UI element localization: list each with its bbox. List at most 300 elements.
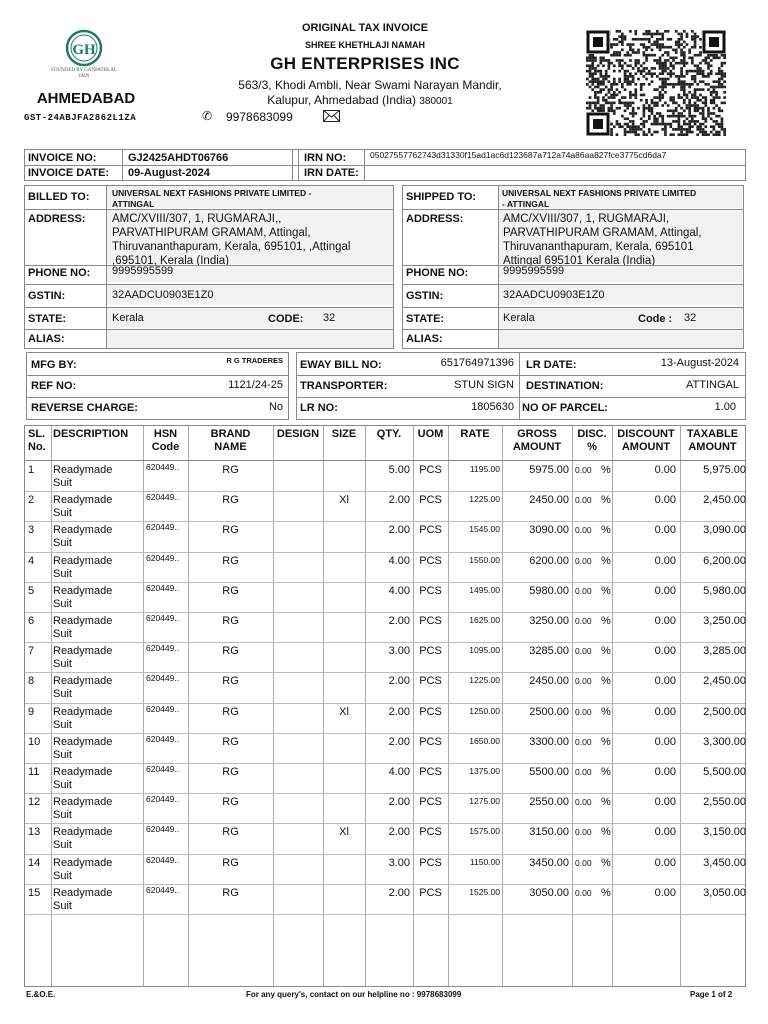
- table-row: [25, 703, 745, 733]
- th-sl-line1: SL.: [28, 428, 46, 440]
- city-name: AHMEDABAD: [36, 90, 136, 107]
- ref-label: REF NO:: [31, 380, 77, 392]
- document-title: ORIGINAL TAX INVOICE: [301, 22, 429, 34]
- th-disc-line2: %: [587, 441, 597, 453]
- row-gross: 6200.00: [529, 554, 569, 567]
- row-description-line2: Suit: [53, 718, 72, 731]
- row-description-line2: Suit: [53, 839, 72, 852]
- lr-no-value: 1805630: [471, 401, 514, 413]
- row-uom: PCS: [419, 705, 442, 718]
- row-sl: 14: [28, 856, 41, 869]
- footer-eoe: E.&O.E.: [26, 990, 56, 999]
- row-discount-amount: 0.00: [654, 494, 676, 507]
- company-city-line: Kalupur, Ahmedabad (India): [267, 93, 417, 107]
- row-hsn: 620449..: [146, 522, 180, 533]
- row-taxable: 2,500.00: [703, 705, 746, 718]
- row-gross: 5975.00: [529, 464, 569, 476]
- row-description: Readymade: [53, 735, 113, 748]
- row-hsn: 620449..: [146, 703, 180, 714]
- row-uom: PCS: [419, 645, 442, 658]
- row-disc: 0.00: [575, 495, 592, 506]
- row-taxable: 2,550.00: [703, 796, 746, 809]
- row-uom: PCS: [419, 886, 442, 899]
- row-gross: 3285.00: [529, 645, 569, 658]
- row-hsn: 620449..: [146, 824, 180, 835]
- row-brand: RG: [222, 675, 239, 688]
- table-row: [25, 612, 745, 642]
- th-taxable-line2: AMOUNT: [688, 441, 737, 453]
- row-disc-pct: %: [601, 464, 611, 476]
- shipped-alias-label: ALIAS:: [406, 333, 443, 345]
- row-uom: PCS: [419, 735, 442, 748]
- row-hsn: 620449..: [146, 613, 180, 623]
- row-sl: 13: [28, 826, 41, 839]
- row-description: Readymade: [53, 675, 113, 688]
- th-design: DESIGN: [276, 428, 320, 440]
- row-qty: 2.00: [388, 886, 410, 899]
- row-description: Readymade: [53, 766, 113, 778]
- row-discount-amount: 0.00: [654, 705, 676, 718]
- row-rate: 1550.00: [469, 554, 500, 565]
- row-rate: 1625.00: [469, 615, 500, 625]
- row-uom: PCS: [419, 584, 442, 597]
- company-pincode: 380001: [419, 96, 453, 107]
- row-description: Readymade: [53, 584, 113, 597]
- row-size: Xl: [339, 705, 349, 718]
- row-description-line2: Suit: [53, 748, 72, 761]
- row-gross: 3300.00: [529, 735, 569, 748]
- billed-code-label: CODE:: [268, 313, 304, 325]
- th-brand-line1: BRAND: [210, 428, 251, 440]
- row-qty: 4.00: [388, 554, 410, 567]
- row-description: Readymade: [53, 464, 113, 476]
- row-taxable: 2,450.00: [703, 494, 746, 507]
- row-brand: RG: [222, 705, 239, 718]
- row-gross: 5500.00: [529, 766, 569, 778]
- row-qty: 4.00: [388, 584, 410, 597]
- row-sl: 2: [28, 494, 35, 507]
- row-description: Readymade: [53, 645, 113, 658]
- irn-no-label: IRN NO:: [304, 152, 347, 164]
- row-uom: PCS: [419, 796, 442, 809]
- th-discount-amount-line2: AMOUNT: [621, 441, 671, 453]
- qr-code-icon: [586, 30, 726, 136]
- row-taxable: 5,975.00: [703, 464, 746, 476]
- row-hsn: 620449..: [146, 764, 180, 774]
- th-taxable-line1: TAXABLE: [686, 428, 739, 440]
- table-row: [25, 884, 745, 914]
- eway-label: EWAY BILL NO:: [300, 359, 382, 371]
- row-gross: 5980.00: [529, 584, 569, 597]
- th-hsn-line1: HSN: [153, 428, 178, 440]
- row-disc: 0.00: [575, 827, 592, 838]
- row-gross: 3050.00: [529, 886, 569, 899]
- th-qty: QTY.: [376, 428, 402, 440]
- row-rate: 1275.00: [469, 796, 500, 807]
- row-disc-pct: %: [601, 735, 611, 748]
- row-disc-pct: %: [601, 584, 611, 597]
- irn-no: 05027557762743d31330f15ad1ac6d123687a712a74a86aa827fce3775cd6da7: [370, 150, 667, 160]
- billed-name-line1: UNIVERSAL NEXT FASHIONS PRIVATE LIMITED -: [112, 188, 312, 198]
- row-qty: 2.00: [388, 796, 410, 809]
- table-row: [25, 733, 745, 763]
- row-disc-pct: %: [601, 796, 611, 809]
- row-qty: 5.00: [388, 464, 410, 476]
- row-brand: RG: [222, 856, 239, 869]
- row-rate: 1225.00: [469, 675, 500, 686]
- th-description: DESCRIPTION: [53, 428, 129, 440]
- table-row: [25, 793, 745, 823]
- billed-address-line1: AMC/XVIII/307, 1, RUGMARAJI,,: [112, 213, 282, 225]
- billed-phone: 9995995599: [112, 265, 174, 277]
- billed-gstin: 32AADCU0903E1Z0: [112, 289, 214, 301]
- row-size: Xl: [339, 494, 349, 507]
- row-description-line2: Suit: [53, 597, 72, 610]
- row-gross: 3450.00: [529, 856, 569, 869]
- mfg-label: MFG BY:: [31, 359, 77, 371]
- row-disc-pct: %: [601, 886, 611, 899]
- billed-phone-label: PHONE NO:: [28, 267, 91, 279]
- row-hsn: 620449..: [146, 643, 180, 654]
- row-uom: PCS: [419, 494, 442, 507]
- row-disc-pct: %: [601, 554, 611, 567]
- table-row: [25, 763, 745, 793]
- row-description-line2: Suit: [53, 567, 72, 580]
- row-qty: 4.00: [388, 766, 410, 778]
- row-taxable: 3,250.00: [703, 615, 746, 627]
- row-disc: 0.00: [575, 767, 592, 777]
- row-description: Readymade: [53, 826, 113, 839]
- row-taxable: 3,300.00: [703, 735, 746, 748]
- row-hsn: 620449..: [146, 492, 180, 503]
- row-sl: 12: [28, 796, 41, 809]
- billed-state-label: STATE:: [28, 313, 67, 325]
- row-rate: 1545.00: [469, 524, 500, 535]
- table-row: [25, 552, 745, 582]
- table-row: [25, 672, 745, 702]
- row-taxable: 3,450.00: [703, 856, 746, 869]
- row-disc-pct: %: [601, 524, 611, 537]
- row-discount-amount: 0.00: [654, 856, 676, 869]
- row-discount-amount: 0.00: [654, 645, 676, 658]
- row-uom: PCS: [419, 856, 442, 869]
- billed-to-label: BILLED TO:: [28, 191, 90, 203]
- row-description-line2: Suit: [53, 658, 72, 671]
- row-description: Readymade: [53, 494, 113, 507]
- row-description-line2: Suit: [53, 779, 72, 791]
- table-row: [25, 854, 745, 884]
- shipped-name-line2: - ATTINGAL: [502, 199, 550, 209]
- row-qty: 2.00: [388, 524, 410, 537]
- row-disc: 0.00: [575, 736, 592, 747]
- table-row: [25, 823, 745, 853]
- row-sl: 1: [28, 464, 35, 476]
- row-description-line2: Suit: [53, 899, 72, 912]
- row-hsn: 620449..: [146, 673, 180, 684]
- shipped-address-line2: PARVATHIPURAM GRAMAM, Attingal,: [503, 227, 702, 239]
- table-row: [25, 642, 745, 672]
- row-gross: 2500.00: [529, 705, 569, 718]
- row-disc-pct: %: [601, 826, 611, 839]
- row-gross: 3150.00: [529, 826, 569, 839]
- row-brand: RG: [222, 524, 239, 537]
- blessing-line: SHREE KHETHLAJI NAMAH: [304, 40, 425, 50]
- row-uom: PCS: [419, 826, 442, 839]
- shipped-address-line3: Thiruvananthapuram, Kerala, 695101: [503, 241, 694, 253]
- mfg-value: R G TRADERES: [226, 356, 283, 365]
- row-rate: 1525.00: [469, 886, 500, 897]
- row-description-line2: Suit: [53, 537, 72, 550]
- shipped-state: Kerala: [503, 312, 535, 324]
- row-qty: 2.00: [388, 826, 410, 839]
- row-sl: 11: [28, 766, 40, 778]
- row-description-line2: Suit: [53, 507, 72, 520]
- row-qty: 3.00: [388, 645, 410, 658]
- row-discount-amount: 0.00: [654, 796, 676, 809]
- row-gross: 2550.00: [529, 796, 569, 809]
- th-sl-line2: No.: [28, 441, 46, 453]
- billed-name-line2: ATTINGAL: [112, 199, 155, 209]
- row-discount-amount: 0.00: [654, 735, 676, 748]
- shipped-address-line4: Attingal 695101 Kerala (India): [503, 255, 656, 265]
- row-rate: 1575.00: [469, 826, 500, 837]
- row-description-line2: Suit: [53, 688, 72, 701]
- row-rate: 1150.00: [469, 856, 500, 867]
- row-description: Readymade: [53, 554, 113, 567]
- row-rate: 1095.00: [469, 645, 500, 656]
- parcel-label: NO OF PARCEL:: [522, 402, 608, 414]
- row-discount-amount: 0.00: [654, 554, 676, 567]
- row-disc: 0.00: [575, 646, 592, 657]
- lr-date-value: 13-August-2024: [660, 357, 739, 369]
- row-taxable: 3,090.00: [703, 524, 746, 537]
- row-brand: RG: [222, 615, 239, 627]
- row-uom: PCS: [419, 615, 442, 627]
- row-gross: 3250.00: [529, 615, 569, 627]
- row-qty: 2.00: [388, 705, 410, 718]
- row-disc: 0.00: [575, 676, 592, 687]
- row-discount-amount: 0.00: [654, 826, 676, 839]
- shipped-code: 32: [684, 312, 697, 324]
- table-row: [25, 461, 745, 491]
- row-disc: 0.00: [575, 857, 592, 868]
- shipped-state-label: STATE:: [406, 313, 445, 325]
- row-rate: 1195.00: [469, 464, 500, 474]
- row-brand: RG: [222, 766, 239, 778]
- billed-gstin-label: GSTIN:: [28, 290, 66, 302]
- row-disc: 0.00: [575, 887, 592, 898]
- row-sl: 9: [28, 705, 35, 718]
- billed-address-line4: ,695101, Kerala (India): [112, 255, 229, 265]
- row-gross: 2450.00: [529, 494, 569, 507]
- row-disc: 0.00: [575, 706, 592, 717]
- destination-label: DESTINATION:: [526, 380, 604, 392]
- row-hsn: 620449..: [146, 733, 180, 744]
- row-disc-pct: %: [601, 494, 611, 507]
- row-taxable: 3,050.00: [703, 886, 746, 899]
- shipped-code-label: Code :: [638, 313, 673, 325]
- row-discount-amount: 0.00: [654, 886, 676, 899]
- row-description: Readymade: [53, 856, 113, 869]
- logo-text: GH: [72, 42, 96, 58]
- shipped-name-line1: UNIVERSAL NEXT FASHIONS PRIVATE LIMITED: [502, 188, 697, 198]
- billed-alias-label: ALIAS:: [28, 333, 65, 345]
- transporter-label: TRANSPORTER:: [300, 380, 388, 392]
- shipped-phone: 9995995599: [503, 265, 565, 277]
- row-rate: 1495.00: [469, 584, 500, 595]
- shipped-address-line1: AMC/XVIII/307, 1, RUGMARAJI,: [503, 213, 670, 225]
- destination-value: ATTINGAL: [686, 379, 739, 391]
- row-brand: RG: [222, 886, 239, 899]
- footer-helpline: For any query's, contact on our helpline no : 9978683099: [246, 990, 462, 999]
- row-brand: RG: [222, 645, 239, 658]
- row-hsn: 620449..: [146, 854, 180, 865]
- row-size: Xl: [339, 826, 349, 839]
- row-disc: 0.00: [575, 616, 592, 626]
- invoice-date: 09-August-2024: [128, 167, 210, 179]
- parcel-value: 1.00: [714, 401, 736, 413]
- row-taxable: 3,285.00: [703, 645, 746, 658]
- row-sl: 10: [28, 735, 41, 748]
- items-table: [24, 425, 746, 987]
- row-description-line2: Suit: [53, 869, 72, 882]
- row-taxable: 5,500.00: [703, 766, 746, 778]
- th-gross-line2: AMOUNT: [512, 441, 562, 453]
- billed-code: 32: [323, 312, 336, 324]
- row-description: Readymade: [53, 705, 113, 718]
- mail-icon: [323, 110, 340, 122]
- table-row: [25, 582, 745, 612]
- eway-value: 651764971396: [440, 357, 514, 369]
- row-brand: RG: [222, 735, 239, 748]
- billed-address-line2: PARVATHIPURAM GRAMAM, Attingal,: [112, 227, 311, 239]
- row-disc-pct: %: [601, 645, 611, 658]
- row-taxable: 5,980.00: [703, 584, 746, 597]
- row-disc-pct: %: [601, 705, 611, 718]
- row-hsn: 620449..: [146, 794, 180, 805]
- reverse-charge-value: No: [268, 401, 283, 413]
- row-taxable: 2,450.00: [703, 675, 746, 688]
- row-uom: PCS: [419, 524, 442, 537]
- row-gross: 2450.00: [529, 675, 569, 688]
- row-sl: 6: [28, 615, 35, 627]
- invoice-date-label: INVOICE DATE:: [28, 167, 110, 179]
- row-brand: RG: [222, 494, 239, 507]
- row-disc-pct: %: [601, 675, 611, 688]
- row-rate: 1225.00: [469, 494, 500, 505]
- shipped-gstin: 32AADCU0903E1Z0: [503, 289, 605, 301]
- row-discount-amount: 0.00: [654, 675, 676, 688]
- th-hsn-line2: Code: [151, 441, 180, 453]
- table-row: [25, 521, 745, 551]
- row-hsn: 620449..: [146, 582, 180, 593]
- row-brand: RG: [222, 464, 239, 476]
- row-description: Readymade: [53, 524, 113, 537]
- row-sl: 3: [28, 524, 35, 537]
- logo-tagline: FOUNDED BY GANPATHLAL JAIN: [51, 68, 117, 79]
- th-brand-line2: NAME: [214, 441, 247, 453]
- th-size: SIZE: [331, 428, 357, 440]
- row-hsn: 620449..: [146, 552, 180, 563]
- ref-value: 1121/24-25: [228, 379, 283, 391]
- row-qty: 3.00: [388, 856, 410, 869]
- row-discount-amount: 0.00: [654, 464, 676, 476]
- row-description: Readymade: [53, 615, 113, 627]
- row-disc-pct: %: [601, 766, 611, 778]
- row-discount-amount: 0.00: [654, 766, 676, 778]
- shipped-phone-label: PHONE NO:: [406, 267, 469, 279]
- row-description-line2: Suit: [53, 628, 72, 640]
- th-gross-line1: GROSS: [517, 428, 557, 440]
- billed-address-label: ADDRESS:: [28, 213, 86, 225]
- transporter-value: STUN SIGN: [454, 379, 514, 391]
- row-disc-pct: %: [601, 856, 611, 869]
- row-disc: 0.00: [575, 525, 592, 536]
- row-disc-pct: %: [601, 615, 611, 627]
- shipped-to-label: SHIPPED TO:: [406, 191, 477, 203]
- company-name: GH ENTERPRISES INC: [270, 54, 460, 73]
- company-address-line1: 563/3, Khodi Ambli, Near Swami Narayan Mandir,: [238, 78, 502, 92]
- row-rate: 1650.00: [469, 735, 500, 746]
- company-address-line2: [220, 93, 500, 107]
- row-qty: 2.00: [388, 675, 410, 688]
- company-gst: GST-24ABJFA2862L1ZA: [24, 113, 137, 123]
- reverse-charge-label: REVERSE CHARGE:: [31, 402, 138, 414]
- company-phone: 9978683099: [226, 110, 293, 124]
- row-discount-amount: 0.00: [654, 615, 676, 627]
- row-disc: 0.00: [575, 465, 592, 475]
- th-uom: UOM: [417, 428, 444, 440]
- row-qty: 2.00: [388, 735, 410, 748]
- row-description: Readymade: [53, 886, 113, 899]
- row-rate: 1250.00: [469, 705, 500, 716]
- row-uom: PCS: [419, 554, 442, 567]
- row-description: Readymade: [53, 796, 113, 809]
- row-brand: RG: [222, 826, 239, 839]
- row-uom: PCS: [419, 766, 442, 778]
- row-taxable: 3,150.00: [703, 826, 746, 839]
- shipped-address-label: ADDRESS:: [406, 213, 464, 225]
- row-sl: 4: [28, 554, 35, 567]
- row-brand: RG: [222, 554, 239, 567]
- invoice-no: GJ2425AHDT06766: [128, 152, 229, 164]
- row-discount-amount: 0.00: [654, 584, 676, 597]
- row-description-line2: Suit: [53, 477, 72, 489]
- row-brand: RG: [222, 584, 239, 597]
- th-discount-amount-line1: DISCOUNT: [617, 428, 675, 440]
- row-sl: 7: [28, 645, 35, 658]
- row-sl: 5: [28, 584, 35, 597]
- billed-state: Kerala: [112, 312, 144, 324]
- row-disc: 0.00: [575, 555, 592, 566]
- footer-page-number: Page 1 of 2: [690, 990, 733, 999]
- row-gross: 3090.00: [529, 524, 569, 537]
- irn-date-label: IRN DATE:: [304, 167, 359, 179]
- th-disc-line1: DISC.: [577, 428, 607, 440]
- billed-address-line3: Thiruvananthapuram, Kerala, 695101, ,Attingal: [112, 241, 351, 253]
- lr-date-label: LR DATE:: [526, 359, 577, 371]
- row-rate: 1375.00: [469, 766, 500, 776]
- row-disc: 0.00: [575, 585, 592, 596]
- row-sl: 15: [28, 886, 41, 899]
- shipped-gstin-label: GSTIN:: [406, 290, 444, 302]
- table-row: [25, 491, 745, 521]
- th-rate: RATE: [460, 428, 490, 440]
- row-qty: 2.00: [388, 615, 410, 627]
- row-qty: 2.00: [388, 494, 410, 507]
- lr-no-label: LR NO:: [300, 402, 338, 414]
- row-uom: PCS: [419, 464, 442, 476]
